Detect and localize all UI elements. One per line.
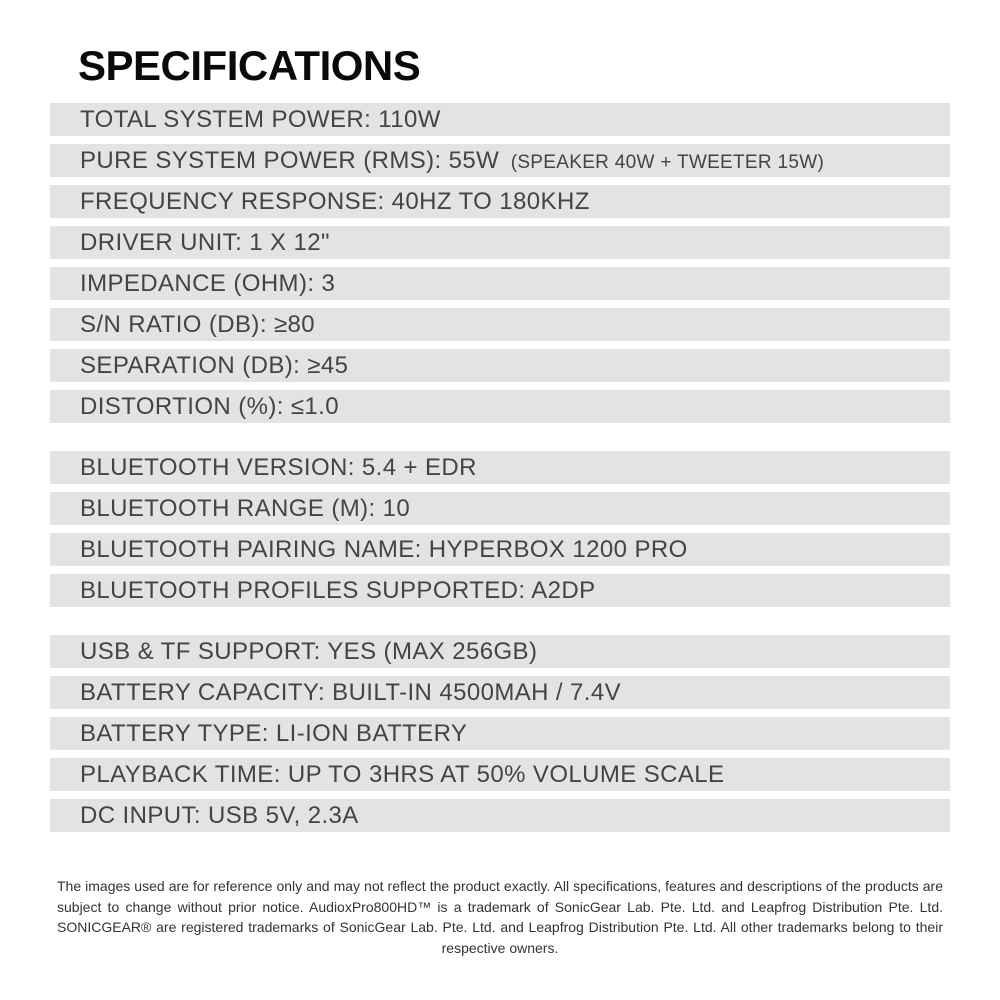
spec-row-text: BATTERY CAPACITY: BUILT-IN 4500MAH / 7.4V	[80, 679, 622, 707]
spec-row	[50, 492, 950, 525]
spec-row-text: PURE SYSTEM POWER (RMS): 55W	[80, 147, 500, 175]
spec-row	[50, 226, 950, 259]
spec-row	[50, 267, 950, 300]
spec-row-text: DRIVER UNIT: 1 X 12"	[80, 229, 330, 257]
spec-row	[50, 144, 950, 177]
spec-section-power-battery	[50, 635, 950, 840]
spec-row	[50, 390, 950, 423]
spec-row	[50, 308, 950, 341]
spec-row-text: BLUETOOTH RANGE (M): 10	[80, 495, 411, 523]
spec-section-bluetooth	[50, 451, 950, 615]
spec-row-text: IMPEDANCE (OHM): 3	[80, 270, 336, 298]
spec-row-text: DISTORTION (%): ≤1.0	[80, 393, 339, 421]
spec-row-text: SEPARATION (DB): ≥45	[80, 352, 349, 380]
spec-row-text: USB & TF SUPPORT: YES (MAX 256GB)	[80, 638, 538, 666]
spec-row	[50, 533, 950, 566]
spec-row	[50, 103, 950, 136]
spec-row	[50, 717, 950, 750]
spec-row-text: BLUETOOTH PAIRING NAME: HYPERBOX 1200 PRO	[80, 536, 688, 564]
spec-row	[50, 635, 950, 668]
spec-row-note: (SPEAKER 40W + TWEETER 15W)	[510, 152, 825, 174]
spec-row-text: DC INPUT: USB 5V, 2.3A	[80, 802, 359, 830]
footer-disclaimer: The images used are for reference only and may not reflect the product exactly. All specifications, features and descriptions of the products are subject to change without prior notice. AudioxPro800HD™ is a trademark of SonicGear Lab. Pte. Ltd. and Leapfrog Distribution Pte. Ltd. SONICGEAR® are registered trademarks of SonicGear Lab. Pte. Ltd. and Leapfrog Distribution Pte. Ltd. All other trademarks belong to their respective owners.	[57, 878, 943, 956]
spec-row-text: BATTERY TYPE: LI-ION BATTERY	[80, 720, 468, 748]
spec-row	[50, 799, 950, 832]
page-title: SPECIFICATIONS	[78, 42, 421, 89]
spec-row	[50, 574, 950, 607]
spec-section-audio	[50, 103, 950, 431]
spec-row-text: TOTAL SYSTEM POWER: 110W	[80, 106, 441, 134]
spec-list	[50, 103, 950, 840]
spec-row	[50, 185, 950, 218]
spec-row-text: PLAYBACK TIME: UP TO 3HRS AT 50% VOLUME SCALE	[80, 761, 725, 789]
spec-row	[50, 349, 950, 382]
spec-row-text: BLUETOOTH PROFILES SUPPORTED: A2DP	[80, 577, 596, 605]
spec-row	[50, 451, 950, 484]
spec-row-text: FREQUENCY RESPONSE: 40HZ TO 180KHZ	[80, 188, 590, 216]
spec-row	[50, 676, 950, 709]
spec-row-text: BLUETOOTH VERSION: 5.4 + EDR	[80, 454, 477, 482]
spec-row	[50, 758, 950, 791]
spec-row-text: S/N RATIO (DB): ≥80	[80, 311, 316, 339]
